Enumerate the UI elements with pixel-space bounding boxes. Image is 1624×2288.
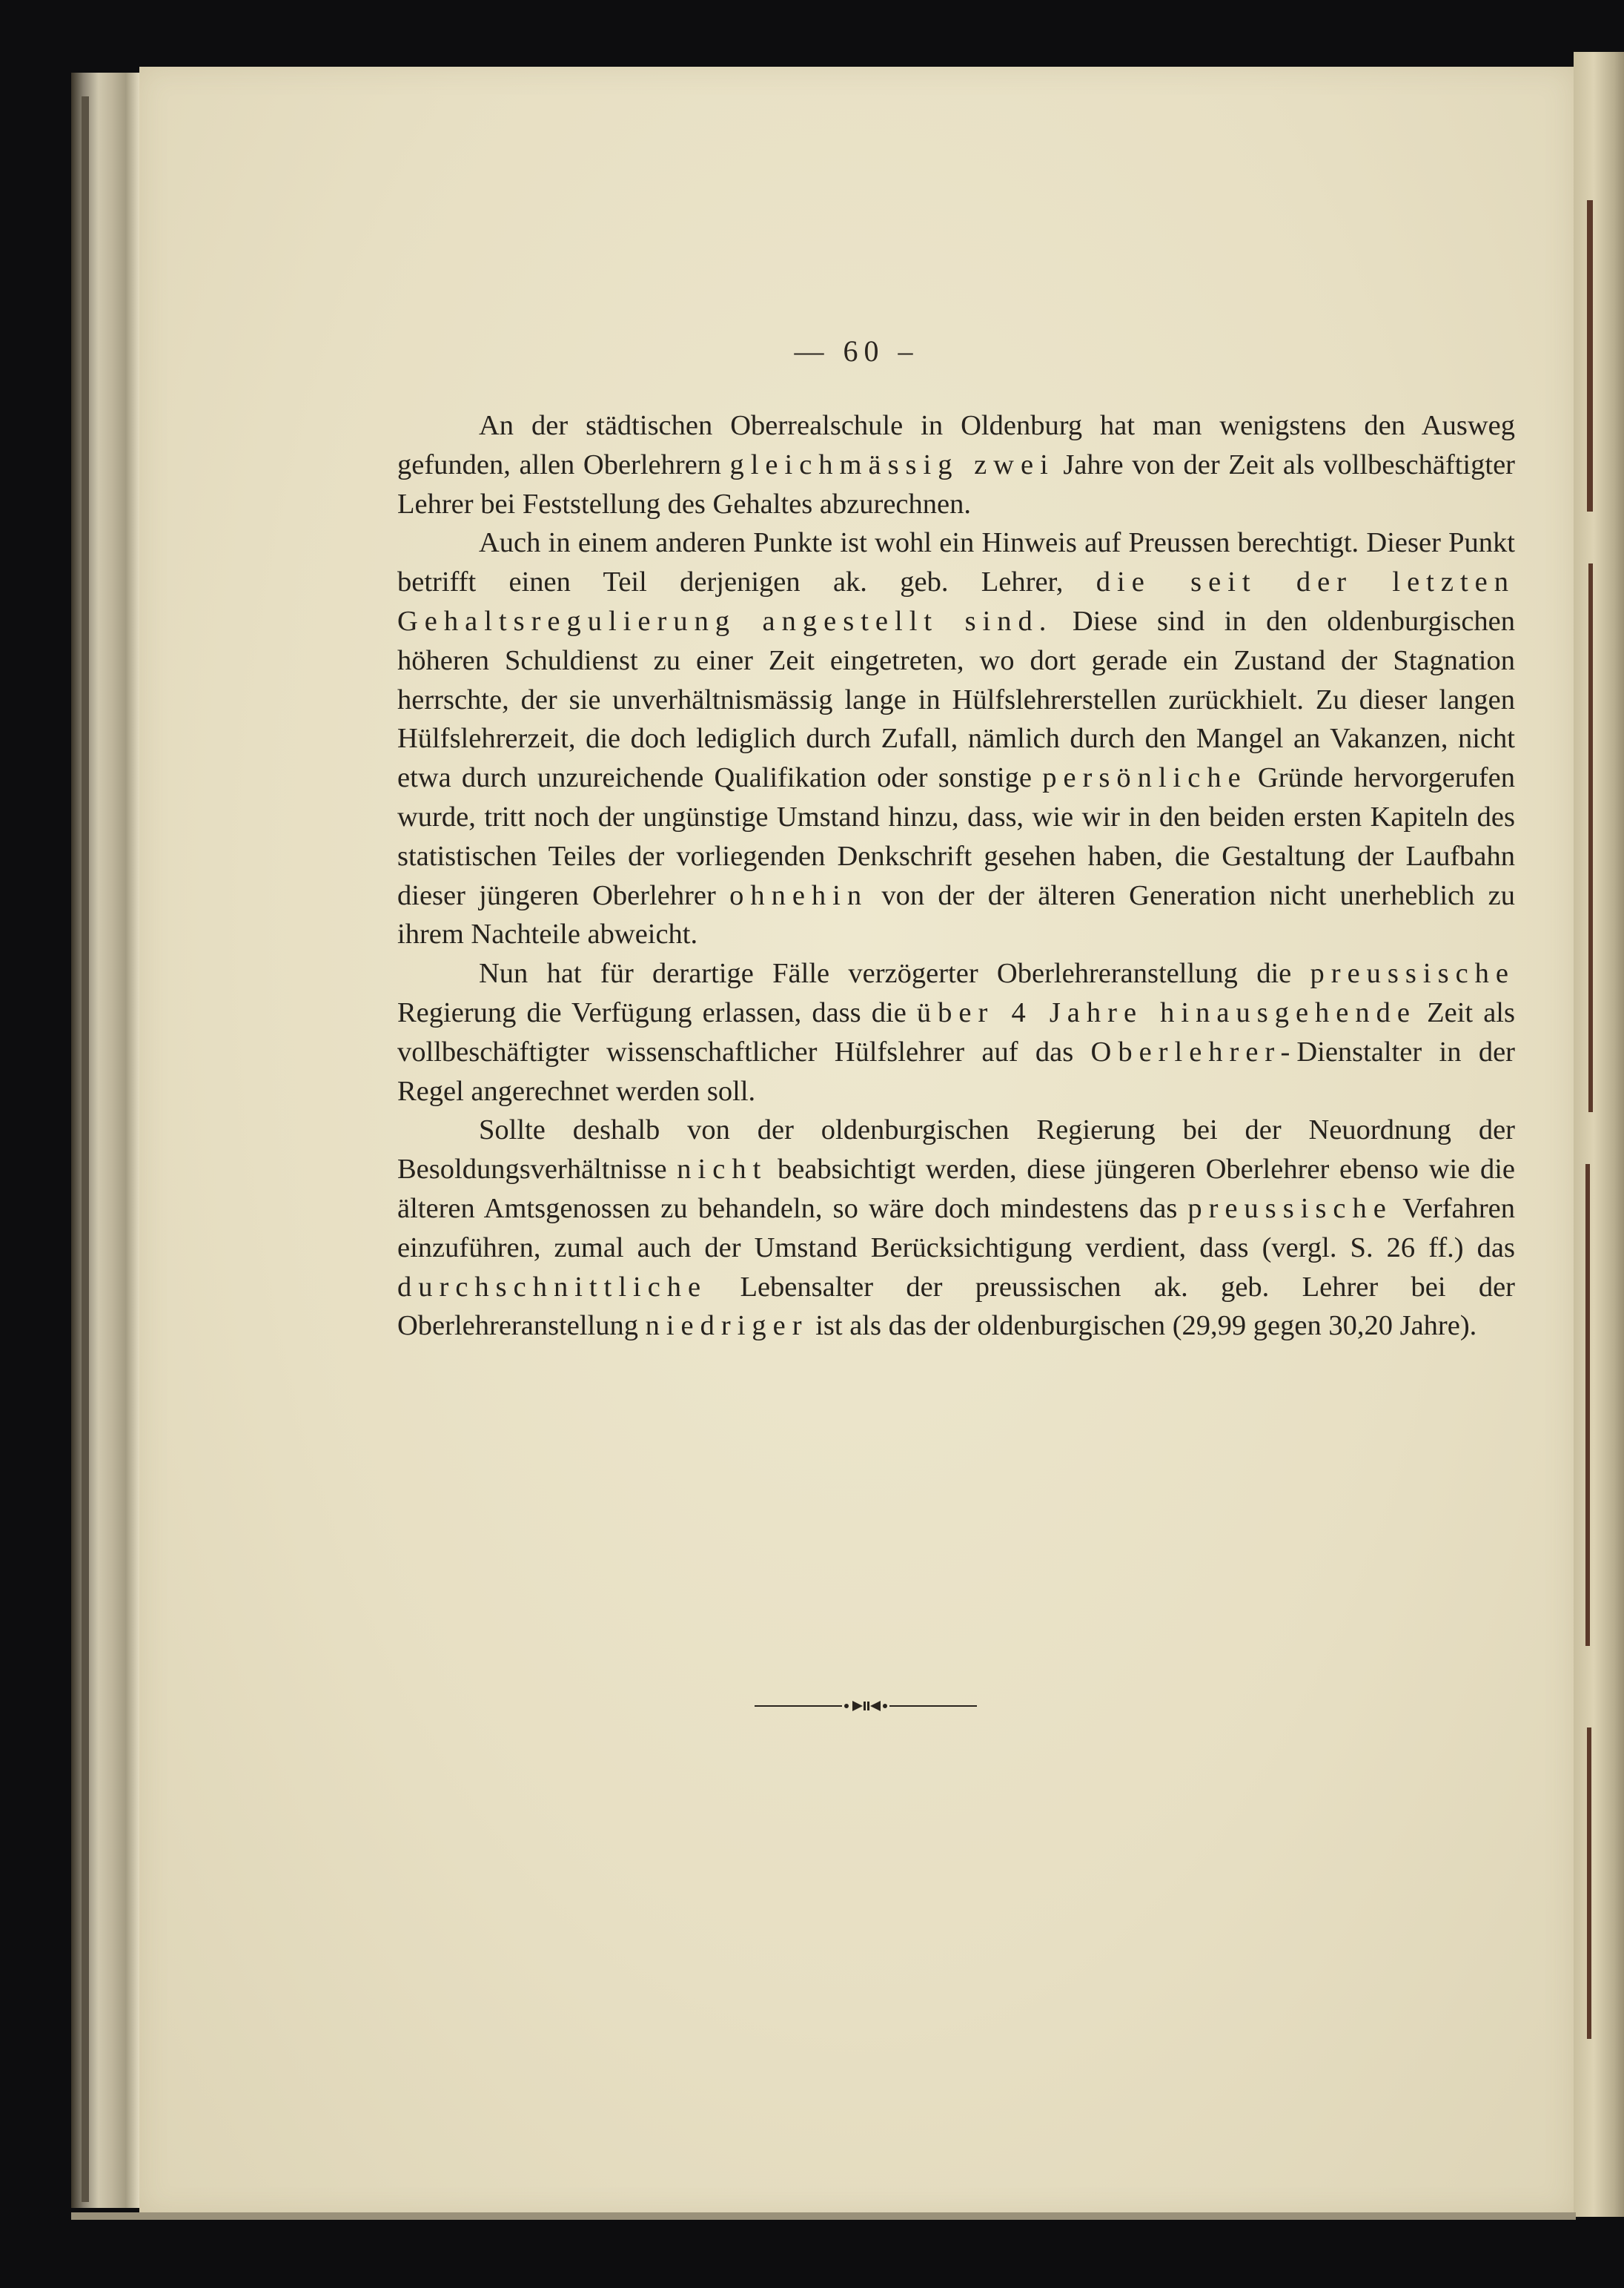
spaced-emphasis: persönliche <box>1042 762 1247 794</box>
paragraph <box>397 1111 1515 1346</box>
next-page-edge <box>1574 52 1624 2217</box>
spaced-emphasis: über 4 Jahre hinausgehende <box>916 996 1416 1028</box>
body-text <box>397 406 1515 1346</box>
text-run: ist als das der oldenburgischen (29,99 gegen 30,20 Jahre). <box>808 1310 1477 1342</box>
spaced-emphasis: Oberlehrer- <box>1090 1036 1297 1068</box>
text-run: beabsichtigt werden, diese jüngeren Oberlehrer ebenso wie die älteren Amtsgenossen zu behandeln, so wäre doch mindestens das <box>397 1154 1515 1224</box>
spaced-emphasis: die seit der letzten Gehaltsregulierung angestellt sind. <box>397 566 1515 637</box>
page-number: — 60 – <box>794 334 919 368</box>
page-bottom-edge <box>71 2212 1576 2220</box>
spaced-emphasis: nicht <box>677 1154 768 1186</box>
spaced-emphasis: durchschnittliche <box>397 1271 708 1303</box>
spaced-emphasis: niedriger <box>645 1310 809 1342</box>
edge-mark <box>1587 200 1593 512</box>
text-run: Auch in einem anderen Punkte ist wohl ein Hinweis auf Preussen berechtigt. Dieser Punkt betrifft einen Teil derjenigen ak. geb. Lehrer, <box>397 527 1515 598</box>
edge-mark <box>1587 1727 1591 2039</box>
text-run: Sollte deshalb von der oldenburgischen Regierung bei der Neuordnung der Besoldungsverhältnisse <box>397 1114 1515 1186</box>
book-page <box>139 67 1574 2215</box>
text-run: An der städtischen Oberrealschule in Oldenburg hat man wenigstens den Ausweg gefunden, allen Oberlehrern <box>397 410 1515 480</box>
paragraph <box>397 523 1515 954</box>
spine-edge <box>82 96 89 2202</box>
text-run: von der der älteren Generation nicht unerheblich zu ihrem Nachteile abweicht. <box>397 879 1515 950</box>
spaced-emphasis: gleichmässig zwei <box>729 449 1055 480</box>
text-run: Lebensalter der preussischen ak. geb. Lehrer bei der Oberlehreranstellung <box>397 1271 1515 1342</box>
text-run: Zeit als vollbeschäftigter wissenschaftlicher Hülfslehrer auf das <box>397 996 1515 1068</box>
text-run: Regierung die Verfügung erlassen, dass die <box>397 996 917 1028</box>
spaced-emphasis: preussische <box>1310 958 1515 990</box>
end-ornament <box>755 1695 977 1717</box>
paragraph <box>397 406 1515 523</box>
text-run: Gründe hervorgerufen wurde, tritt noch der ungünstige Umstand hinzu, dass, wie wir in den beiden ersten Kapiteln des statistischen Teiles der vorliegenden Denkschrift gesehen haben, die Gestaltung der Laufbahn dieser jüngeren Oberlehrer <box>397 762 1515 911</box>
text-run: Diese sind in den oldenburgischen höheren Schuldienst zu einer Zeit eingetreten, wo dort gerade ein Zustand der Stagnation herrschte, der sie unverhältnismässig lange in Hülfslehrerstellen zurückhielt. Zu dieser langen Hülfslehrerzeit, die doch lediglich durch Zufall, nämlich durch den Mangel an Vakanzen, nicht etwa durch unzureichende Qualifikation oder sonstige <box>397 605 1515 794</box>
text-run: Jahre von der Zeit als vollbeschäftigter Lehrer bei Feststellung des Gehaltes abzurechnen. <box>397 449 1515 520</box>
edge-mark <box>1585 1164 1590 1646</box>
text-run: Dienstalter in der Regel angerechnet werden soll. <box>397 1036 1515 1107</box>
spaced-emphasis: preussische <box>1187 1192 1393 1224</box>
text-run: Nun hat für derartige Fälle verzögerter Oberlehreranstellung die <box>479 958 1310 990</box>
edge-mark <box>1588 563 1593 1112</box>
text-run: Verfahren einzuführen, zumal auch der Umstand Berücksichtigung verdient, dass (vergl. S. 26 ff.) das <box>397 1192 1515 1263</box>
spaced-emphasis: ohnehin <box>729 879 869 911</box>
paragraph <box>397 954 1515 1111</box>
